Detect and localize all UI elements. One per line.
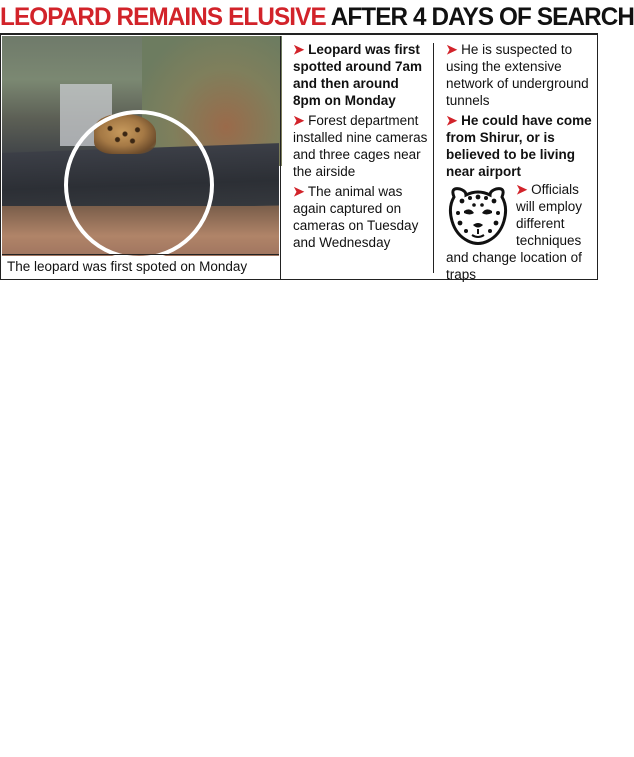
column1-point-2: ➤ Forest department installed nine cameras and three cages near the airside (293, 113, 428, 179)
headline-red-part: LEOPARD REMAINS ELUSIVE (0, 3, 326, 31)
infobox-panel (0, 33, 598, 280)
leopard-face-icon (444, 183, 512, 247)
highlight-circle (64, 110, 214, 260)
arrow-icon: ➤ (293, 184, 305, 199)
column-2 (446, 41, 598, 283)
headline-black-part: AFTER 4 DAYS OF SEARCH (330, 3, 634, 31)
column2-point-1: ➤ He is suspected to using the extensive network of underground tunnels (446, 42, 589, 108)
column2-point-2: ➤ He could have come from Shirur, or is believed to be living near airport (446, 113, 592, 179)
arrow-icon: ➤ (446, 113, 458, 128)
arrow-icon: ➤ (516, 182, 528, 197)
column2-point-3: ➤ Officials will employ different techniques and change location of traps (446, 182, 583, 282)
photo-caption: The leopard was first spoted on Monday (2, 254, 279, 280)
arrow-icon: ➤ (293, 42, 305, 57)
arrow-icon: ➤ (446, 42, 458, 57)
column1-point-1: ➤ Leopard was first spotted around 7am and then around 8pm on Monday (293, 42, 423, 108)
arrow-icon: ➤ (293, 113, 305, 128)
column-1 (293, 41, 429, 254)
column1-point-3: ➤ The animal was again captured on cameras on Tuesday and Wednesday (293, 184, 419, 250)
leopard-photo (2, 36, 279, 254)
column-divider-2 (433, 43, 434, 273)
column-divider-1 (280, 36, 281, 280)
headline (0, 0, 634, 34)
